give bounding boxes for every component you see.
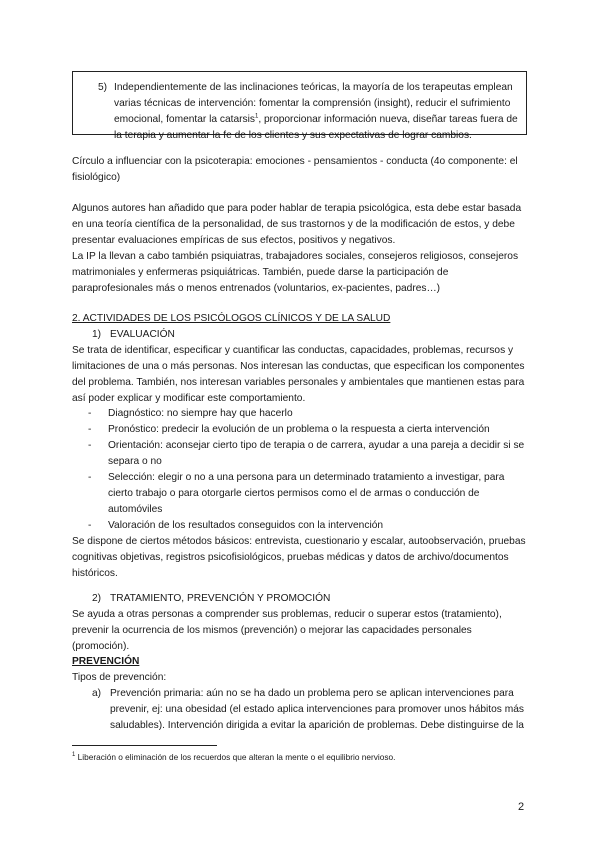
prevencion-heading: PREVENCIÓN	[72, 656, 140, 667]
tratamiento-number: 2)	[92, 593, 102, 604]
list-dash: -	[88, 424, 92, 435]
footnote-text: Liberación o eliminación de los recuerdos que alteran la mente o el equilibrio nervioso.	[77, 752, 396, 762]
methods-paragraph: Se dispone de ciertos métodos básicos: entrevista, cuestionario y escalar, autoobservación, pruebas cognitivas objetivas, registros psicofisiológicos, pruebas médicas y datos de archivo/documentos históricos.	[72, 536, 526, 579]
list-dash: -	[88, 520, 92, 531]
tratamiento-intro: Se ayuda a otras personas a comprender sus problemas, reducir o superar estos (tratamiento), prevenir la ocurrencia de los mismos (prevención) o mejorar las capacidades personales (promoción).	[72, 609, 502, 652]
prevencion-item-a: Prevención primaria: aún no se ha dado un problema pero se aplican intervenciones para prevenir, ej: una obesidad (el estado aplica intervenciones para promover unos hábitos más saludables). Intervención dirigida a evitar la aparición de problemas. Debe distinguirse de la	[110, 688, 524, 731]
evaluacion-intro: Se trata de identificar, especificar y cuantificar las conductas, capacidades, problemas, recursos y limitaciones de una o más personas. Nos interesan las conductas, que especifican los componentes del problema. También, nos interesan variables personales y ambientales que mantienen estas para así poder explicar y modificar este comportamiento.	[72, 345, 525, 404]
footnote	[72, 751, 528, 763]
list-dash: -	[88, 408, 92, 419]
boxed-text-part2: , proporcionar información nueva, diseñar tareas fuera de la terapia y aumentar la fe de los clientes y sus expectativas de lograr cambios.	[114, 114, 518, 141]
page-number: 2	[518, 801, 525, 813]
section-heading: 2. ACTIVIDADES DE LOS PSICÓLOGOS CLÍNICOS Y DE LA SALUD	[72, 313, 391, 324]
footnote-separator	[72, 745, 217, 746]
footnote-number: 1	[72, 752, 76, 759]
list-dash: -	[88, 440, 92, 451]
prevencion-item-marker: a)	[92, 688, 102, 699]
list-dash: -	[88, 472, 92, 483]
circle-paragraph: Círculo a influenciar con la psicoterapia: emociones - pensamientos - conducta (4o componente: el fisiológico)	[72, 156, 518, 183]
list-item-text: Diagnóstico: no siempre hay que hacerlo	[108, 408, 293, 419]
prevencion-types-label: Tipos de prevención:	[72, 672, 167, 683]
ip-paragraph: La IP la llevan a cabo también psiquiatras, trabajadores sociales, consejeros religiosos, consejeros matrimoniales y enfermeras psiquiátricas. También, puede darse la participación de paraprofesionales más o menos entrenados (voluntarios, ex-pacientes, padres…)	[72, 251, 519, 294]
list-item-text: Valoración de los resultados conseguidos con la intervención	[108, 520, 384, 531]
tratamiento-heading: TRATAMIENTO, PREVENCIÓN Y PROMOCIÓN	[110, 593, 331, 604]
boxed-item-number: 5)	[98, 82, 108, 93]
list-item-text: Selección: elegir o no a una persona para un determinado tratamiento a investigar, para cierto trabajo o para otorgarle ciertos permisos como el de armas o conducción de automóviles	[108, 472, 505, 515]
list-item-text: Pronóstico: predecir la evolución de un problema o la respuesta a cierta intervención	[108, 424, 490, 435]
evaluacion-heading: EVALUACIÓN	[110, 329, 175, 340]
authors-paragraph: Algunos autores han añadido que para poder hablar de terapia psicológica, esta debe estar basada en una teoría científica de la personalidad, de sus trastornos y de la modificación de estos, y debe presentar evaluaciones empíricas de sus efectos, positivos y negativos.	[72, 203, 522, 246]
evaluacion-number: 1)	[92, 329, 102, 340]
list-item-text: Orientación: aconsejar cierto tipo de terapia o de carrera, ayudar a una pareja a decidir si se separa o no	[108, 440, 525, 467]
boxed-item-text	[114, 80, 524, 144]
boxed-text-part1: Independientemente de las inclinaciones teóricas, la mayoría de los terapeutas emplean varias técnicas de intervención: fomentar la comprensión (insight), reducir el sufrimiento emocional, fomentar la catarsis	[114, 82, 513, 125]
footnote-ref: 1	[255, 113, 259, 120]
